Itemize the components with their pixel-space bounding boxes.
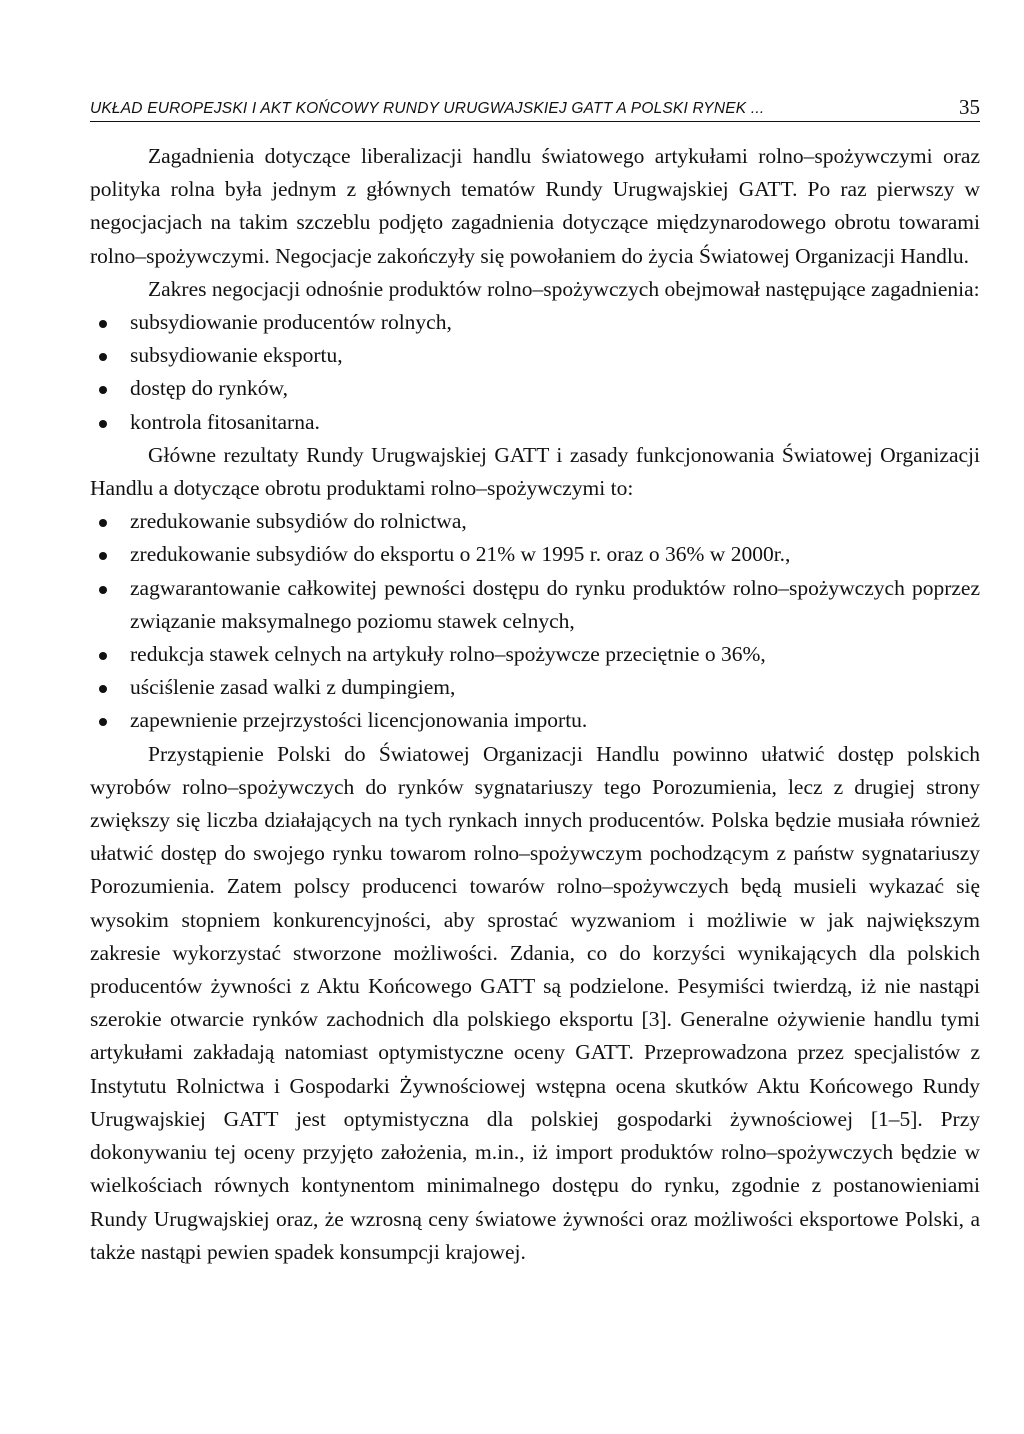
list-item-text: subsydiowanie eksportu, (130, 343, 343, 368)
page-number: 35 (959, 95, 980, 119)
list-item-text: subsydiowanie producentów rolnych, (130, 310, 452, 335)
main-results-list (90, 505, 980, 737)
list-item-text: zredukowanie subsydiów do eksportu o 21% w 1995 r. oraz o 36% w 2000r., (130, 542, 791, 567)
list-item-text: kontrola fitosanitarna. (130, 409, 320, 434)
bullet-icon (99, 685, 107, 693)
body-text (90, 140, 980, 1269)
list-item-text: redukcja stawek celnych na artykuły rolno–spożywcze przeciętnie o 36%, (130, 642, 766, 667)
list-item (90, 572, 980, 638)
list-item-text: uściślenie zasad walki z dumpingiem, (130, 675, 456, 700)
list-item (90, 306, 980, 339)
list-item (90, 372, 980, 405)
list-item-text: zapewnienie przejrzystości licencjonowania importu. (130, 708, 588, 733)
bullet-icon (99, 420, 107, 428)
list-item (90, 671, 980, 704)
negotiation-topics-list (90, 306, 980, 439)
list-item-text: zredukowanie subsydiów do rolnictwa, (130, 509, 467, 534)
list-item (90, 505, 980, 538)
running-header (90, 92, 980, 122)
bullet-icon (99, 718, 107, 726)
list-item (90, 339, 980, 372)
bullet-icon (99, 552, 107, 560)
bullet-icon (99, 586, 107, 594)
list-item (90, 538, 980, 571)
bullet-icon (99, 652, 107, 660)
list-item (90, 704, 980, 737)
list-item-text: zagwarantowanie całkowitej pewności dostępu do rynku produktów rolno–spożywczych poprzez związanie maksymalnego poziomu stawek celnych, (130, 575, 980, 633)
paragraph-main-results: Główne rezultaty Rundy Urugwajskiej GATT i zasady funkcjonowania Światowej Organizacji Handlu a dotyczące obrotu produktami rolno–spożywczymi to: (90, 442, 980, 501)
list-item (90, 406, 980, 439)
list-item-text: dostęp do rynków, (130, 376, 289, 401)
paragraph-poland-accession: Przystąpienie Polski do Światowej Organizacji Handlu powinno ułatwić dostęp polskich wyrobów rolno–spożywczych do rynków sygnatariuszy tego Porozumienia, lecz z drugiej strony zwiększy się liczba działających na tych rynkach innych producentów. Polska będzie musiała również ułatwić dostęp do swojego rynku towarom rolno–spożywczym pochodzącym z państw sygnatariuszy Porozumienia. Zatem polscy producenci towarów rolno–spożywczych będą musieli wykazać się wysokim stopniem konkurencyjności, aby sprostać wyzwaniom i możliwie w jak największym zakresie wykorzystać stworzone możliwości. Zdania, co do korzyści wynikających dla polskich producentów żywności z Aktu Końcowego GATT są podzielone. Pesymiści twierdzą, iż nie nastąpi szerokie otwarcie rynków zachodnich dla polskiego eksportu [3]. Generalne ożywienie handlu tymi artykułami zakładają natomiast optymistyczne oceny GATT. Przeprowadzona przez specjalistów z Instytutu Rolnictwa i Gospodarki Żywnościowej wstępna ocena skutków Aktu Końcowego Rundy Urugwajskiej GATT jest optymistyczna dla polskiej gospodarki żywnościowej [1–5]. Przy dokonywaniu tej oceny przyjęto założenia, m.in., iż import produktów rolno–spożywczych będzie w wielkościach równych kontynentom minimalnego dostępu do rynku, zgodnie z postanowieniami Rundy Urugwajskiej oraz, że wzrosną ceny światowe żywności oraz możliwości eksportowe Polski, a także nastąpi pewien spadek konsumpcji krajowej. (90, 741, 980, 1264)
bullet-icon (99, 353, 107, 361)
running-header-title: UKŁAD EUROPEJSKI I AKT KOŃCOWY RUNDY URUGWAJSKIEJ GATT A POLSKI RYNEK ... (90, 100, 765, 117)
list-item (90, 638, 980, 671)
paragraph-negotiation-scope: Zakres negocjacji odnośnie produktów rolno–spożywczych obejmował następujące zagadnienia: (148, 276, 980, 301)
bullet-icon (99, 320, 107, 328)
page (90, 92, 980, 1269)
bullet-icon (99, 386, 107, 394)
bullet-icon (99, 519, 107, 527)
paragraph-liberalization: Zagadnienia dotyczące liberalizacji handlu światowego artykułami rolno–spożywczymi oraz polityka rolna była jednym z głównych tematów Rundy Urugwajskiej GATT. Po raz pierwszy w negocjacjach na takim szczeblu podjęto zagadnienia dotyczące międzynarodowego obrotu towarami rolno–spożywczymi. Negocjacje zakończyły się powołaniem do życia Światowej Organizacji Handlu. (90, 144, 980, 268)
